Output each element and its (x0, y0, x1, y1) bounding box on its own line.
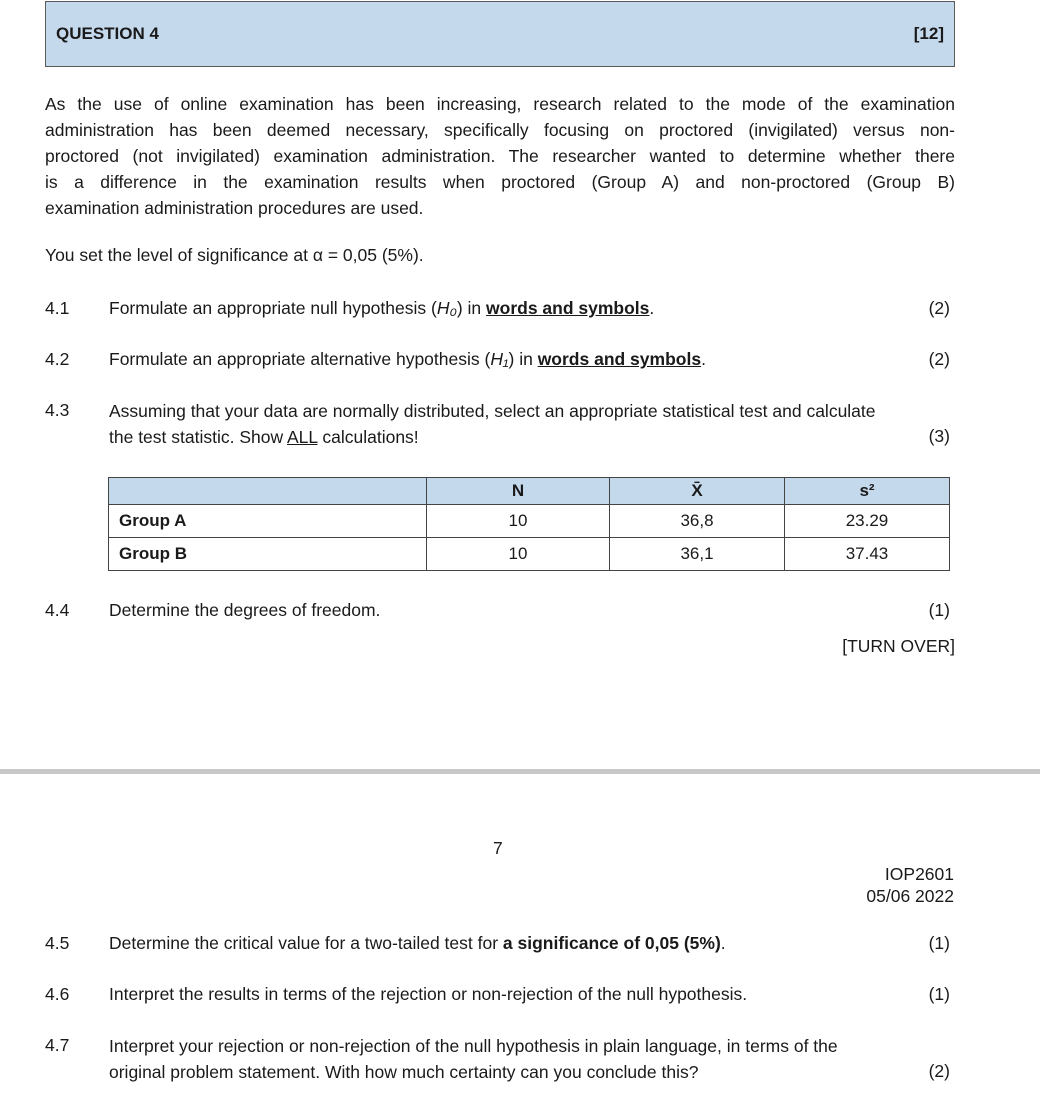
question-number: 4.4 (45, 600, 70, 620)
table-row (109, 505, 950, 538)
table-cell: Group A (109, 505, 427, 538)
question-marks: (2) (928, 349, 950, 369)
intro-line: As the use of online examination has been increasing, research related to the mode of the examination (45, 94, 955, 114)
question-number: 4.1 (45, 298, 70, 318)
question-marks: (1) (928, 984, 950, 1004)
turn-over-note: [TURN OVER] (842, 636, 955, 656)
q42-mid: ) in (508, 349, 538, 369)
table-row (109, 538, 950, 571)
question-marks: (2) (928, 298, 950, 318)
intro-line: proctored (not invigilated) examination administration. The researcher wanted to determine whether there (45, 146, 955, 166)
question-4-6-text: Interpret the results in terms of the rejection or non-rejection of the null hypothesis. (109, 984, 748, 1004)
question-number: 4.6 (45, 984, 70, 1004)
intro-line: is a difference in the examination results when proctored (Group A) and non-proctored (Group B) (45, 172, 955, 192)
table-cell: 23.29 (785, 505, 950, 538)
q45-pre: Determine the critical value for a two-tailed test for (109, 933, 503, 953)
question-title: QUESTION 4 (56, 24, 159, 43)
table-header (109, 478, 427, 505)
null-hypothesis-symbol: H₀ (436, 298, 457, 318)
exam-date: 05/06 2022 (866, 886, 954, 906)
q41-mid: ) in (456, 298, 487, 318)
q47-line2: original problem statement. With how much certainty can you conclude this? (109, 1062, 699, 1082)
page-divider (0, 769, 1040, 774)
intro-line: administration has been deemed necessary, specifically focusing on proctored (invigilated) versus non- (45, 120, 955, 140)
question-marks: (3) (928, 426, 950, 446)
q45-emphasis: a significance of 0,05 (5%) (502, 933, 721, 953)
alt-hypothesis-symbol: H₁ (490, 349, 509, 369)
question-marks: (1) (928, 933, 950, 953)
q43-all: ALL (287, 427, 318, 447)
q43-line2-post: calculations! (317, 427, 419, 447)
question-number: 4.5 (45, 933, 70, 953)
question-4-5-text (109, 933, 726, 954)
question-marks: (1) (928, 600, 950, 620)
table-cell: 10 (427, 538, 610, 571)
group-statistics-table (108, 477, 950, 571)
page-number: 7 (493, 838, 503, 858)
table-header-row (109, 478, 950, 505)
question-number: 4.7 (45, 1035, 70, 1055)
course-info (866, 863, 954, 907)
question-4-1-text (109, 298, 654, 319)
question-4-2-text (109, 349, 706, 370)
table-header: X̄ (610, 478, 785, 505)
question-4-4-text: Determine the degrees of freedom. (109, 600, 381, 620)
table-cell: 36,8 (610, 505, 785, 538)
table-header: N (427, 478, 610, 505)
q43-line1: Assuming that your data are normally distributed, select an appropriate statistical test and calculate (109, 401, 876, 421)
intro-line: examination administration procedures are used. (45, 198, 424, 218)
q41-post: . (649, 298, 655, 318)
question-4-7-text (109, 1033, 955, 1085)
question-marks: (2) (928, 1061, 950, 1081)
q42-emphasis: words and symbols (537, 349, 702, 369)
table-cell: Group B (109, 538, 427, 571)
table-cell: 10 (427, 505, 610, 538)
question-number: 4.3 (45, 400, 70, 420)
q42-post: . (701, 349, 706, 369)
q41-pre: Formulate an appropriate null hypothesis ( (109, 298, 437, 318)
table-cell: 37.43 (785, 538, 950, 571)
q42-pre: Formulate an appropriate alternative hypothesis ( (109, 349, 491, 369)
significance-statement: You set the level of significance at α = 0,05 (5%). (45, 245, 424, 265)
question-header (45, 1, 955, 67)
question-4-3-text (109, 398, 955, 450)
q47-line1: Interpret your rejection or non-rejection of the null hypothesis in plain language, in terms of the (109, 1036, 838, 1056)
question-number: 4.2 (45, 349, 70, 369)
table-header: s² (785, 478, 950, 505)
q43-line2-pre: the test statistic. Show (109, 427, 287, 447)
q41-emphasis: words and symbols (486, 298, 650, 318)
course-code: IOP2601 (884, 864, 954, 884)
q45-post: . (720, 933, 726, 953)
table-cell: 36,1 (610, 538, 785, 571)
question-total-marks: [12] (913, 24, 944, 43)
intro-paragraph (45, 91, 955, 221)
